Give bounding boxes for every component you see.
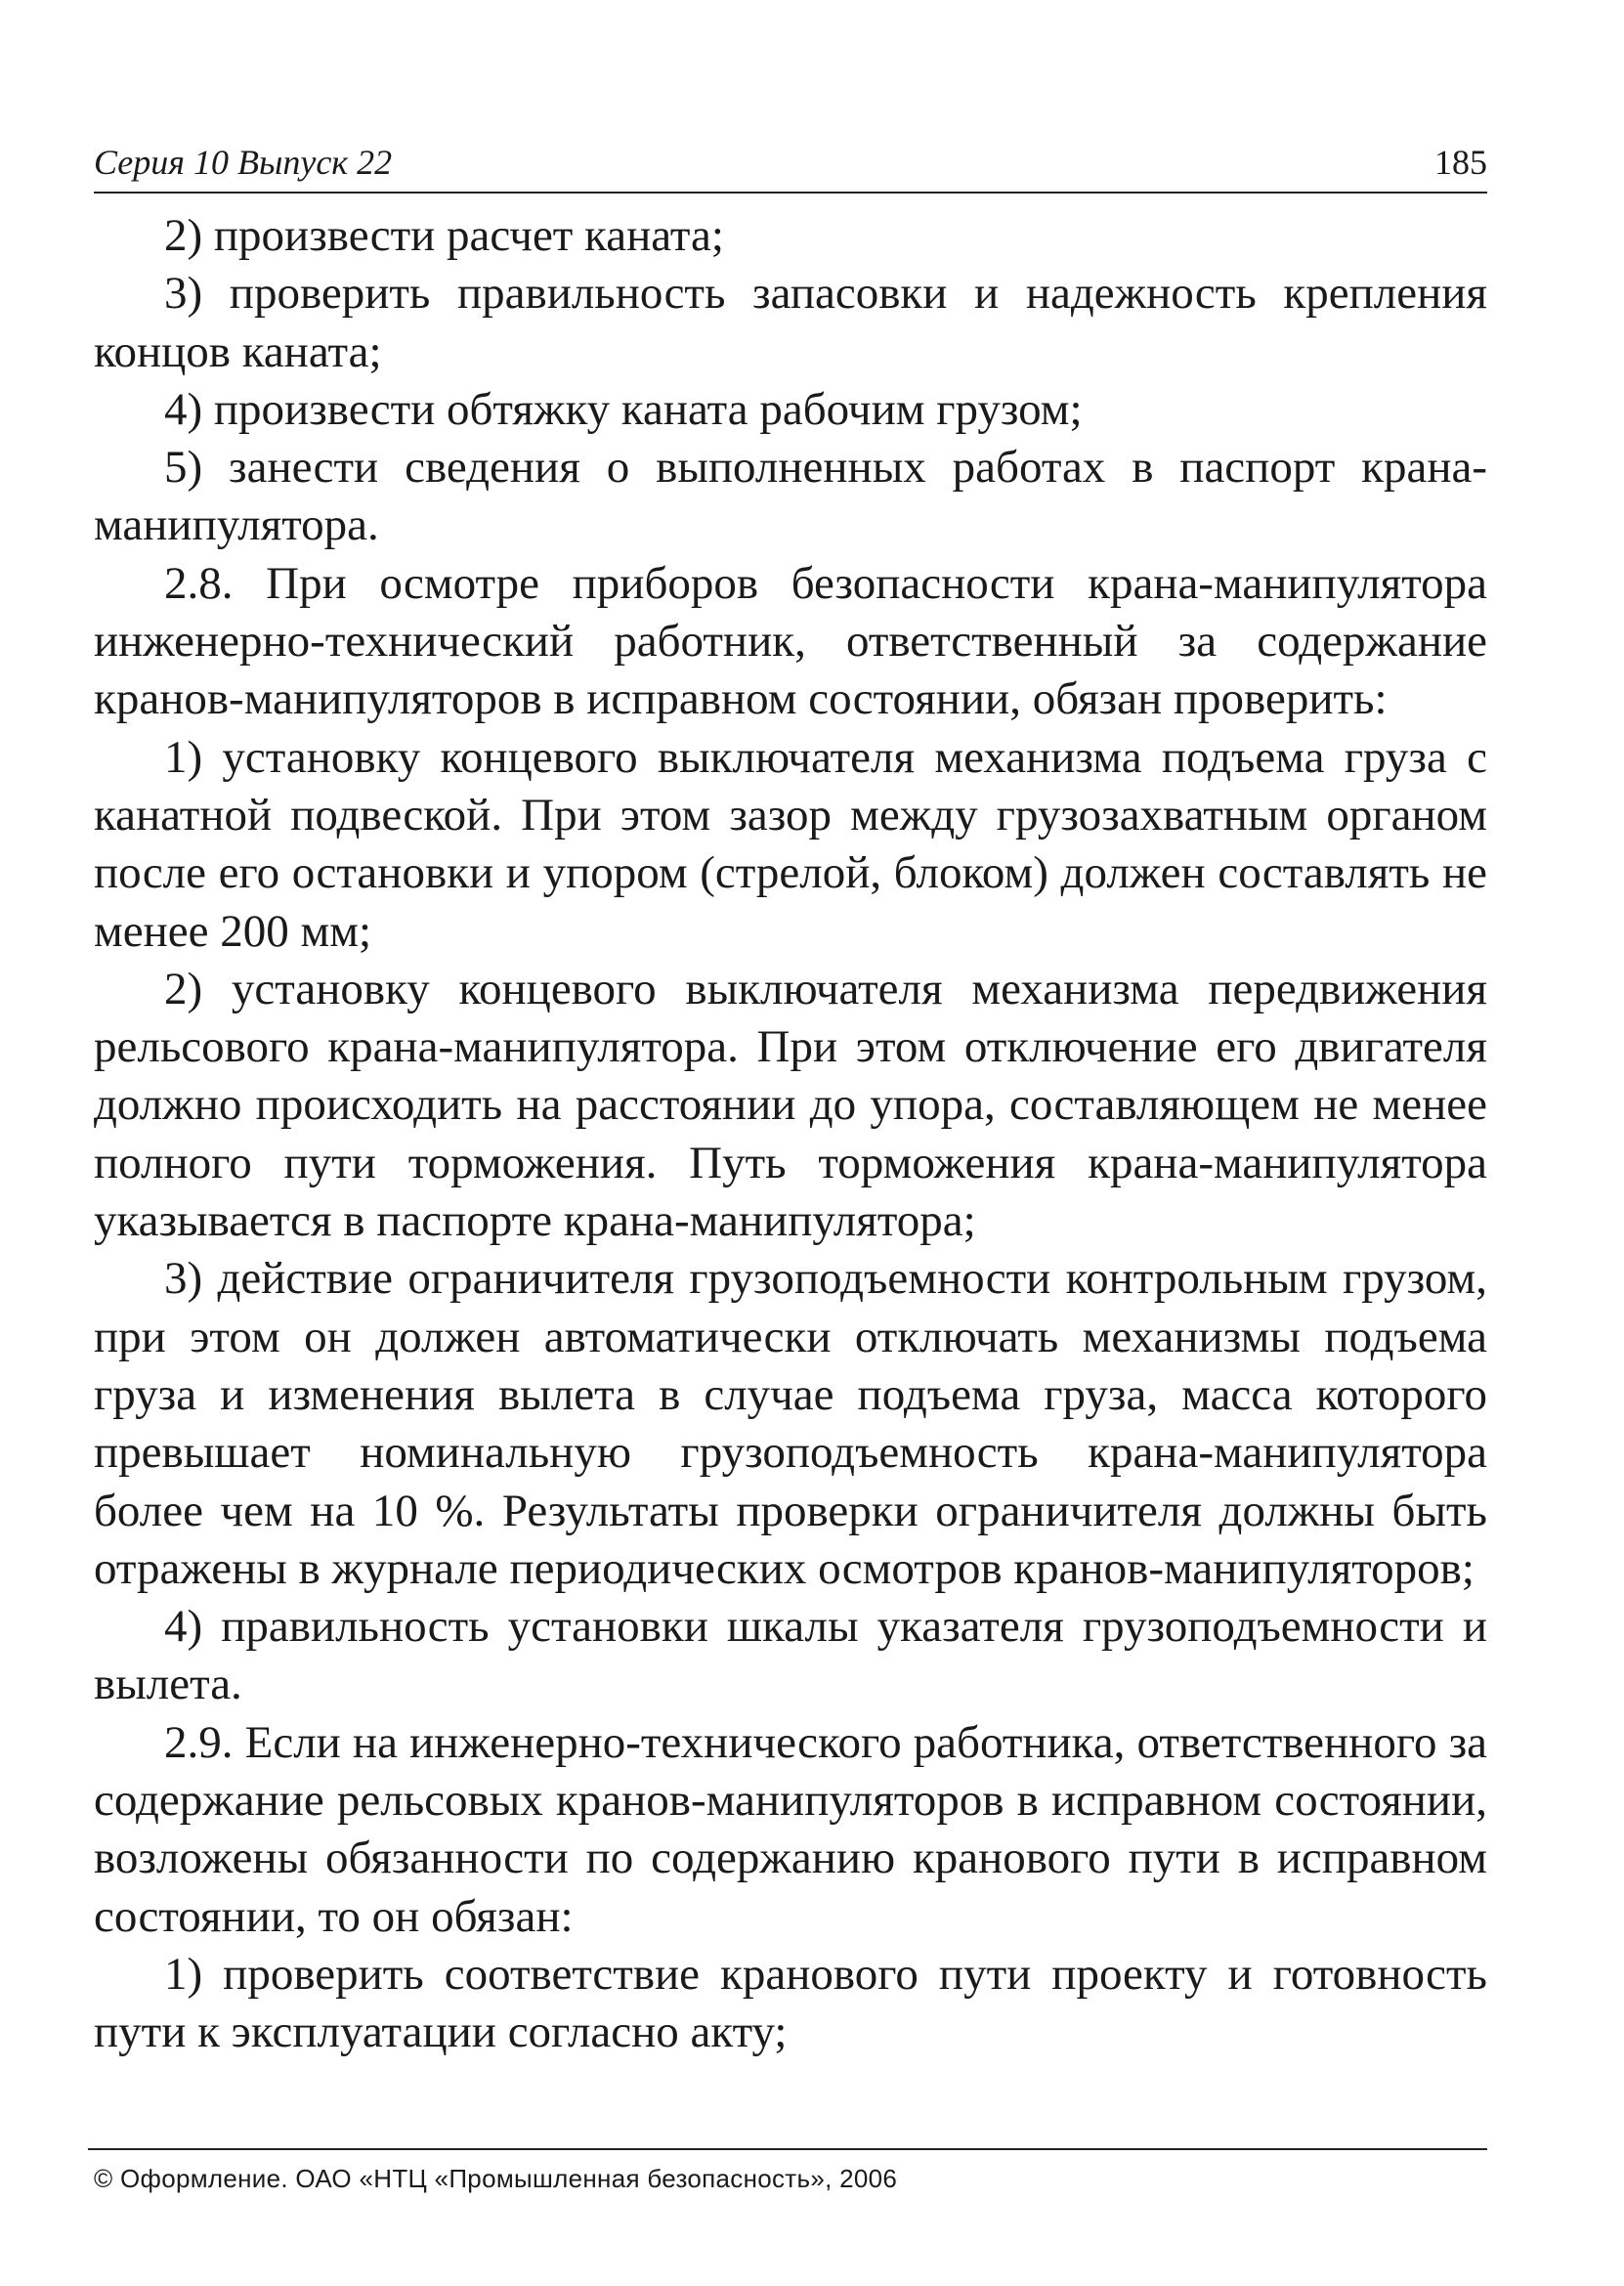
paragraph: 4) произвести обтяжку каната рабочим грузом; — [164, 383, 1083, 435]
paragraph: 2) произвести расчет каната; — [164, 210, 724, 261]
series-title: Серия 10 Выпуск 22 — [94, 143, 393, 182]
body-text — [94, 207, 1487, 2062]
paragraph: 3) действие ограничителя грузоподъемности контрольным грузом, при этом он должен автоматически отключать механизмы подъема груза и изменения вылета в случае подъема груза, масса которого превышает номинальную грузоподъемность крана-манипулятора более чем на 10 %. Результаты проверки ограничителя должны быть отражены в журнале периодических осмотров кранов-манипуляторов; — [94, 1253, 1487, 1594]
paragraph: 4) правильность установки шкалы указателя грузоподъемности и вылета. — [94, 1601, 1487, 1710]
paragraph: 5) занести сведения о выполненных работах в паспорт крана-манипулятора. — [94, 442, 1487, 551]
paragraph: 2.9. Если на инженерно-технического работника, ответственного за содержание рельсовых кранов-манипуляторов в исправном состоянии, возложены обязанности по содержанию кранового пути в исправном состоянии, то он обязан: — [94, 1716, 1487, 1942]
paragraph: 1) установку концевого выключателя механизма подъема груза с канатной подвеской. При этом зазор между грузозахватным органом после его остановки и упором (стрелой, блоком) должен составлять не менее 200 мм; — [94, 731, 1487, 957]
footer-divider — [88, 2148, 1487, 2150]
document-page — [94, 137, 1487, 2062]
running-header — [94, 137, 1487, 194]
copyright-footer: © Оформление. ОАО «НТЦ «Промышленная безопасность», 2006 — [94, 2164, 898, 2193]
paragraph: 2) установку концевого выключателя механизма передвижения рельсового крана-манипулятора. При этом отключение его двигателя должно происходить на расстоянии до упора, составляющем не менее полного пути торможения. Путь торможения крана-манипулятора указывается в паспорте крана-манипулятора; — [94, 963, 1487, 1247]
paragraph: 1) проверить соответствие кранового пути проекту и готовность пути к эксплуатации согласно акту; — [94, 1948, 1487, 2058]
paragraph: 2.8. При осмотре приборов безопасности крана-манипулятора инженерно-технический работник, ответственный за содержание кранов-манипуляторов в исправном состоянии, обязан проверить: — [94, 557, 1487, 725]
paragraph: 3) проверить правильность запасовки и надежность крепления концов каната; — [94, 268, 1487, 377]
page-number: 185 — [1434, 143, 1487, 182]
